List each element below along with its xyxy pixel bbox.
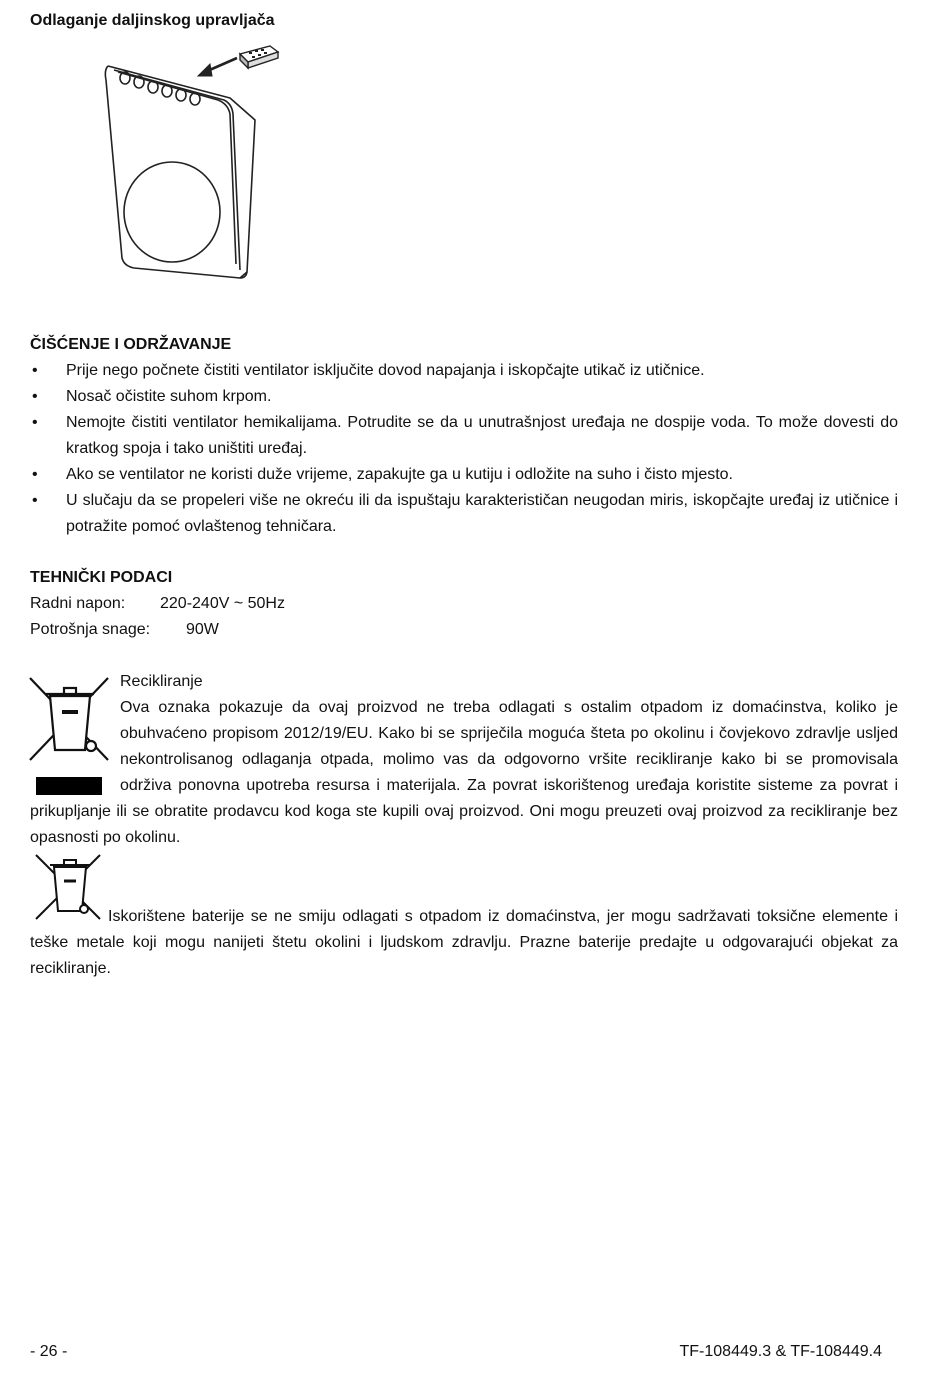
fan-remote-illustration [100, 40, 290, 285]
list-item: • Nemojte čistiti ventilator hemikalijama. Potrudite se da u unutrašnjost uređaja ne dospije voda. To može dovesti do kratkog spoja i tako uništiti uređaj. [30, 410, 898, 462]
voltage-label: Radni napon: [30, 595, 126, 612]
cleaning-title: ČIŠĆENJE I ODRŽAVANJE [30, 336, 232, 353]
list-item: • Prije nego počnete čistiti ventilator isključite dovod napajanja i iskopčajte utikač iz utičnice. [30, 358, 898, 384]
recycling-text [30, 695, 898, 851]
list-item: • Nosač očistite suhom krpom. [30, 384, 898, 410]
list-item: • U slučaju da se propeleri više ne okreću ili da ispuštaju karakterističan neugodan miris, iskopčajte uređaj iz utičnice i potražite pomoć ovlaštenog tehničara. [30, 488, 898, 540]
remote-section-title: Odlaganje daljinskog upravljača [30, 12, 275, 29]
cleaning-list [30, 358, 898, 540]
voltage-row [30, 591, 285, 617]
tech-title: TEHNIČKI PODACI [30, 569, 173, 586]
model-number: TF-108449.3 & TF-108449.4 [679, 1343, 882, 1360]
voltage-value: 220-240V ~ 50Hz [160, 595, 285, 612]
battery-text: Iskorištene baterije se ne smiju odlagati s otpadom iz domaćinstva, jer mogu sadržavati toksične elemente i teške metale koji mogu nanijeti štetu okolini i ljudskom zdravlju. Prazne baterije predajte u odgovarajući objekat za recikliranje. [30, 908, 898, 977]
page-number: - 26 - [30, 1343, 68, 1360]
recycling-float-spacer [30, 695, 120, 799]
power-label: Potrošnja snage: [30, 621, 151, 638]
power-row [30, 617, 219, 643]
recycling-paragraph: Ova oznaka pokazuje da ovaj proizvod ne treba odlagati s ostalim otpadom iz domaćinstva, koliko je obuhvaćeno propisom 2012/19/EU. Kako bi se spriječila moguća šteta po okolinu i čovjekovo zdravlje usljed nekontrolisanog odlaganja otpada, molimo vas da odgovorno vršite recikliranje kako bi se promovisala održiva ponovna upotreba resursa i materijala. Za povrat iskorištenog uređaja koristite sisteme za povrat i prikupljanje ili se obratite prodavcu kod koga ste kupili ovaj proizvod. Oni mogu preuzeti ovaj proizvod za recikliranje bez opasnosti po okolinu. [30, 699, 898, 846]
list-item: • Ako se ventilator ne koristi duže vrijeme, zapakujte ga u kutiju i odložite na suho i čisto mjesto. [30, 462, 898, 488]
power-value: 90W [186, 621, 219, 638]
recycling-title: Recikliranje [120, 673, 203, 690]
